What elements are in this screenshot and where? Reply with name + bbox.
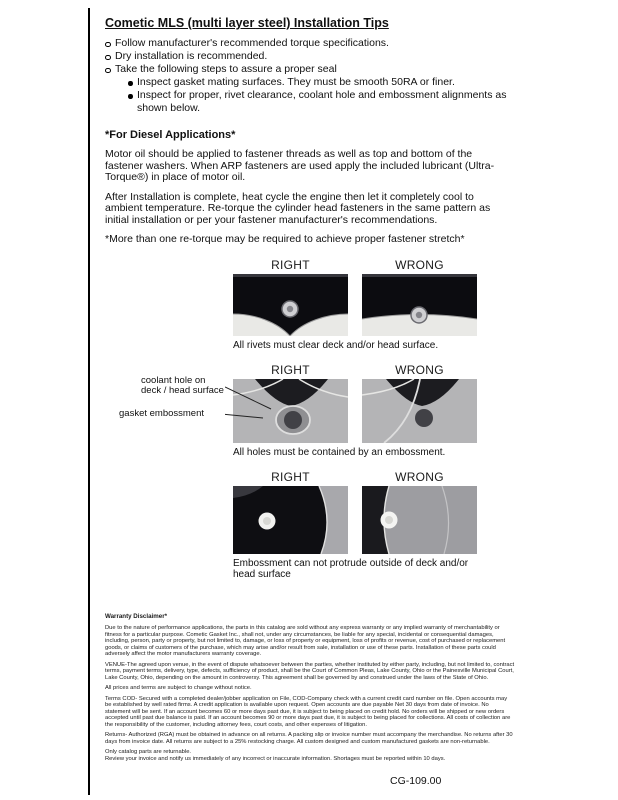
warranty-disclaimer-heading: Warranty Disclaimer* bbox=[105, 612, 168, 620]
list-item-text: Take the following steps to assure a proper seal bbox=[115, 63, 337, 75]
diesel-paragraph: After Installation is complete, heat cycle the engine then let it completely cool to ambient temperature. Re-torque the cylinder head fasteners in the same pattern as initial installation or per your fastener manufacturer's recommendations. bbox=[105, 190, 491, 226]
list-item bbox=[127, 76, 525, 89]
installation-tips-list bbox=[105, 37, 525, 115]
rivet-contact-wrong-image bbox=[362, 274, 477, 336]
list-item-text: Dry installation is recommended. bbox=[115, 50, 268, 62]
list-item-text: Inspect for proper, rivet clearance, coolant hole and embossment alignments as shown below. bbox=[137, 89, 507, 114]
legal-section bbox=[105, 614, 515, 763]
figure-embossment-protrusion bbox=[233, 470, 477, 580]
legal-paragraph: All prices and terms are subject to change without notice. bbox=[105, 685, 252, 691]
list-item-text: Follow manufacturer's recommended torque specifications. bbox=[115, 37, 389, 49]
diesel-heading: *For Diesel Applications* bbox=[105, 129, 236, 141]
figure-caption: Embossment can not protrude outside of deck and/or head surface bbox=[233, 557, 469, 580]
figure-images bbox=[233, 274, 477, 336]
legal-paragraph: Returns- Authorized (RGA) must be obtained in advance on all returns. A packing slip or invoice number must accompany the merchandise. No returns after 30 days from invoice date. All returns are subject to a 25% restocking charge. All custom designed and custom manufactured gaskets are non-returnable. bbox=[105, 732, 513, 745]
open-bullet-icon bbox=[105, 68, 111, 74]
annotation-pointer-lines bbox=[225, 383, 277, 423]
list-item bbox=[105, 37, 525, 50]
filled-bullet-icon bbox=[128, 81, 133, 86]
legal-paragraph: Terms COD- Secured with a completed dealer/jobber application on File, COD-Company check with a current credit card number on file. Open accounts may be established by well rated firms. A credit application is available upon request. Open accounts are due payable Net 30 days from date of invoice. No statement will be sent. If an account becomes 60 or more days past due, it is subject to being placed on credit hold. No orders will be shipped or new orders accepted until past due balance is paid. If an account becomes 90 or more days past due, it is subject to being placed for collections. All costs of collection are the responsibility of the customer, including attorney fees, court costs, and other expenses of litigation. bbox=[105, 695, 511, 728]
right-label: RIGHT bbox=[271, 257, 310, 272]
figure-caption: All rivets must clear deck and/or head surface. bbox=[233, 339, 439, 351]
embossment-protruding-wrong-image bbox=[362, 486, 477, 554]
legal-paragraph: VENUE-The agreed upon venue, in the event of dispute whatsoever between the parties, whether instituted by either party, including, but not limited to, contract terms, payment terms, delivery, type, defects, sufficiency of product, shall be the Court of Common Pleas, Lake County, Ohio or the Painesville Municipal Court, Lake County, Ohio, depending on the amount in controversy. This agreement shall be governed by and construed under the laws of the State of Ohio. bbox=[105, 661, 515, 681]
left-border-rule bbox=[88, 8, 90, 795]
sub-tips-list bbox=[115, 76, 525, 115]
figure-images bbox=[233, 486, 477, 554]
filled-bullet-icon bbox=[128, 94, 133, 99]
figure-rivets bbox=[233, 258, 477, 351]
open-bullet-icon bbox=[105, 55, 111, 61]
open-bullet-icon bbox=[105, 42, 111, 48]
figure-caption: All holes must be contained by an embossment. bbox=[233, 446, 446, 458]
annotation-line: deck / head surface bbox=[141, 385, 224, 396]
legal-paragraph: Review your invoice and notify us immediately of any incorrect or inaccurate information. Shortages must be reported within 10 days. bbox=[105, 755, 446, 762]
list-item-text: Inspect gasket mating surfaces. They must be smooth 50RA or finer. bbox=[137, 76, 455, 88]
embossment-inside-right-image bbox=[233, 486, 348, 554]
figure-labels bbox=[233, 470, 477, 484]
rivet-clear-right-image bbox=[233, 274, 348, 336]
figure-labels bbox=[233, 258, 477, 272]
wrong-label: WRONG bbox=[395, 362, 444, 377]
page-content bbox=[105, 16, 525, 787]
diesel-applications-section bbox=[105, 129, 525, 246]
legal-paragraph: Due to the nature of performance applications, the parts in this catalog are sold without any express warranty or any implied warranty of merchantability or fitness for a particular purpose. Cometic Gasket Inc., shall not, under any circumstances, be liable for any special, incidental or consequential damages, including, person, party or property, but not limited to, damage, or loss of property or equipment, loss of profits or revenue, cost of purchased or replacement goods, or claims of customers of the purchase, which may arise and/or result from sale, installation or use of these parts. Installation of these parts could adversely affect the motor manufacturers warranty coverage. bbox=[105, 625, 506, 657]
annotation-line: coolant hole on bbox=[141, 374, 206, 386]
list-item bbox=[127, 89, 525, 115]
retorque-note: *More than one re-torque may be required to achieve proper fastener stretch* bbox=[105, 233, 465, 245]
figure-labels bbox=[233, 363, 477, 377]
right-label: RIGHT bbox=[271, 469, 310, 484]
list-item bbox=[105, 63, 525, 115]
legal-paragraph: Only catalog parts are returnable. bbox=[105, 749, 192, 755]
wrong-label: WRONG bbox=[395, 469, 444, 484]
gasket-embossment-annotation: gasket embossment bbox=[119, 407, 205, 419]
page-title: Cometic MLS (multi layer steel) Installation Tips bbox=[105, 16, 389, 30]
figure-embossment-holes bbox=[119, 362, 477, 458]
document-code: CG-109.00 bbox=[390, 775, 442, 787]
hole-not-contained-wrong-image bbox=[362, 379, 477, 443]
list-item bbox=[105, 50, 525, 63]
coolant-hole-annotation bbox=[141, 376, 229, 397]
wrong-label: WRONG bbox=[395, 257, 444, 272]
right-label: RIGHT bbox=[271, 362, 310, 377]
diesel-paragraph: Motor oil should be applied to fastener threads as well as top and bottom of the fastener washers. When ARP fasteners are used apply the included lubricant (Ultra-Torque®) in place of motor oil. bbox=[105, 148, 495, 183]
